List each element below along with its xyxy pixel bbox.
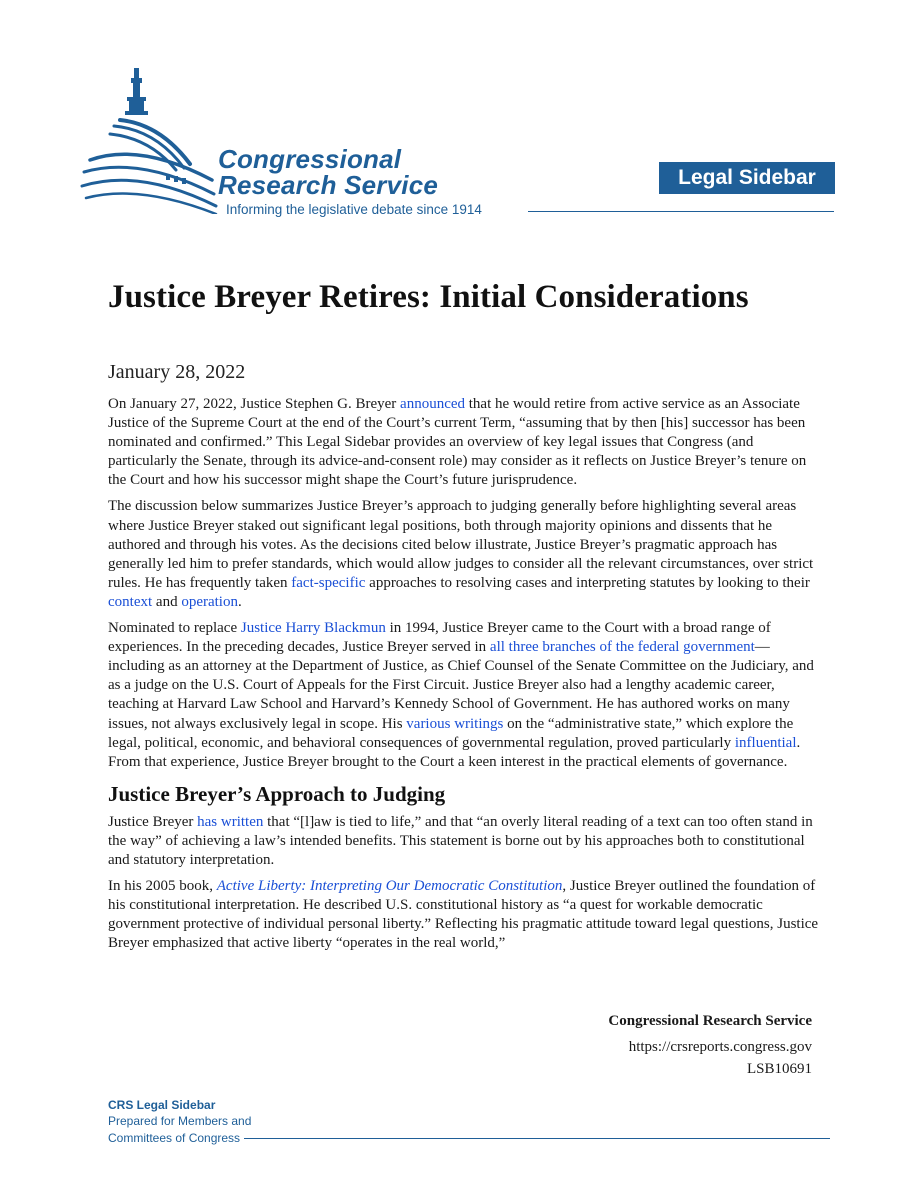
link-three-branches[interactable]: all three branches of the federal government	[489, 639, 755, 656]
paragraph-4	[108, 813, 820, 870]
text: The discussion below summarizes Justice Breyer’s approach to judging generally before highlighting several areas where Justice Breyer staked out significant legal positions, both through majority opinions and dissents that he authored and through his votes. As the decisions cited below illustrate, Justice Breyer’s pragmatic approach has generally led him to prefer standards, which would allow judges to consider all the relevant circumstances, over strict rules. He has frequently taken	[108, 498, 814, 591]
capitol-dome-logo	[80, 64, 220, 214]
link-fact-specific[interactable]: fact-specific	[291, 574, 366, 591]
page-title: Justice Breyer Retires: Initial Considerations	[108, 279, 749, 315]
text: that he would retire from active service as an Associate Justice of the Supreme Court at the end of the Court’s current Term, “assuming that by then [his] successor has been nominated and confirmed.” This Legal Sidebar provides an overview of key legal issues that Congress (and particularly the Senate, through its advice-and-consent role) may consider as it reflects on Justice Breyer’s tenure on the Court and how his successor might shape the Court’s future jurisprudence.	[108, 396, 807, 489]
link-active-liberty-book[interactable]: Active Liberty: Interpreting Our Democratic Constitution	[216, 878, 563, 895]
text: . From that experience, Justice Breyer brought to the Court a keen interest in the practical elements of governance.	[108, 734, 801, 770]
text: Nominated to replace	[108, 620, 241, 637]
text: —including as an attorney at the Department of Justice, as Chief Counsel of the Senate Committee on the Judiciary, and as a judge on the U.S. Court of Appeals for the First Circuit. Justice Breyer also had a lengthy academic career, teaching at Harvard Law School and Harvard’s Kennedy School of Government. He has authored works on many issues, not always exclusively legal in scope. His	[108, 639, 814, 732]
org-tagline: Informing the legislative debate since 1914	[226, 202, 482, 217]
section-heading: Justice Breyer’s Approach to Judging	[108, 781, 446, 806]
footer-org: Congressional Research Service	[608, 1013, 812, 1029]
link-justice-blackmun[interactable]: Justice Harry Blackmun	[240, 620, 386, 637]
link-has-written[interactable]: has written	[197, 813, 264, 830]
publication-date: January 28, 2022	[108, 361, 246, 383]
text: that “[l]aw is tied to life,” and that “an overly literal reading of a text can too often stand in the way” of achieving a law’s intended benefits. This statement is borne out by his approaches both to constitutional and statutory interpretation.	[108, 813, 813, 869]
link-various-writings[interactable]: various writings	[406, 715, 504, 732]
paragraph-2	[108, 497, 820, 612]
org-name-line1: Congressional	[218, 144, 402, 174]
text: Justice Breyer	[108, 813, 198, 830]
link-announced[interactable]: announced	[400, 396, 466, 412]
article-body	[108, 395, 820, 961]
text: .	[237, 593, 242, 610]
footer-url[interactable]: https://crsreports.congress.gov	[628, 1039, 812, 1055]
footer-label-prepared: Prepared for Members and	[108, 1114, 252, 1128]
text: On January 27, 2022, Justice Stephen G. Breyer	[108, 396, 401, 412]
text: and	[152, 593, 182, 610]
text: on the “administrative state,” which explore the legal, political, economic, and behavioral consequences of governmental regulation, proved particularly	[108, 715, 794, 751]
paragraph-1	[108, 395, 820, 490]
link-influential[interactable]: influential	[734, 734, 797, 751]
footer-label-committees: Committees of Congress	[108, 1131, 241, 1145]
legal-sidebar-badge: Legal Sidebar	[659, 162, 835, 194]
paragraph-3	[108, 619, 820, 772]
text: in 1994, Justice Breyer came to the Court with a broad range of experiences. In the preceding decades, Justice Breyer served in	[108, 620, 771, 656]
org-name-line2: Research Service	[218, 170, 439, 200]
paragraph-5	[108, 877, 820, 953]
link-operation[interactable]: operation	[181, 593, 238, 610]
report-id: LSB10691	[746, 1061, 812, 1077]
text: In his 2005 book,	[108, 878, 217, 895]
header-divider	[528, 211, 834, 212]
text: , Justice Breyer outlined the foundation of his constitutional interpretation. He described U.S. constitutional history as “a quest for workable democratic government protective of individual personal liberty.” Reflecting his pragmatic attitude toward legal questions, Justice Breyer emphasized that active liberty “operates in the real world,”	[108, 878, 819, 952]
text: approaches to resolving cases and interpreting statutes by looking to their	[365, 574, 810, 591]
footer-label-sidebar: CRS Legal Sidebar	[108, 1098, 216, 1112]
link-context[interactable]: context	[108, 593, 153, 610]
footer-divider	[244, 1138, 830, 1139]
